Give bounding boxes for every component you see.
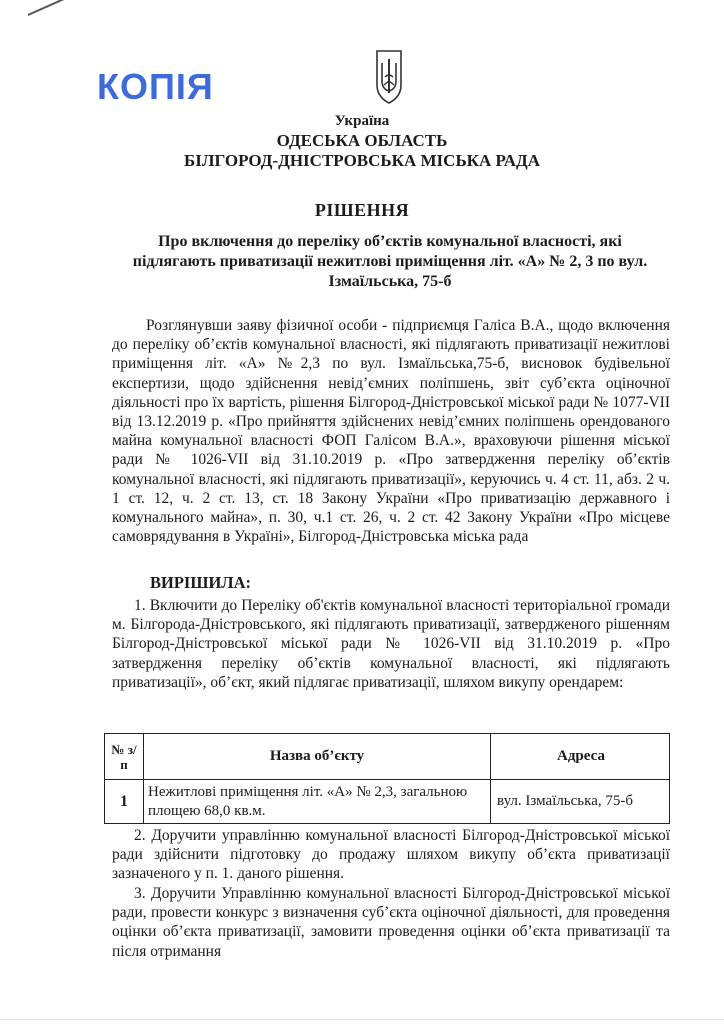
pen-mark: [28, 0, 67, 16]
header-number: № з/п: [105, 734, 144, 780]
document-title: РІШЕННЯ: [314, 200, 410, 220]
country-name: Україна: [334, 113, 390, 129]
point-2: 2. Доручити управлінню комунальної власності Білгород-Дністровської міської ради здійснити підготовку до продажу шляхом викупу об’єкта приватизації зазначеного у п. 1. даного рішення.: [112, 827, 670, 883]
header-object-name: Назва об’єкту: [144, 734, 491, 780]
objects-table: [104, 733, 670, 824]
document-subject: Про включення до переліку об’єктів комунальної власності, які підлягають приватизації нежитлові приміщення літ. «А» № 2, 3 по вул. Ізмаїльська, 75-б: [132, 233, 648, 290]
scan-edge: [0, 1019, 724, 1020]
council-name: БІЛГОРОД-ДНІСТРОВСЬКА МІСЬКА РАДА: [183, 151, 540, 170]
point-1: 1. Включити до Переліку об'єктів комунальної власності територіальної громади м. Білгорода-Дністровського, які підлягають приватизації, затвердженого рішенням Білгород-Дністровської міської ради № 1026-VII від 31.10.2019 р. «Про затвердження переліку об’єктів комунальної власності, які підлягають приватизації», об’єкт, який підлягає приватизації, шляхом викупу орендарем:: [112, 597, 670, 691]
region-name: ОДЕСЬКА ОБЛАСТЬ: [276, 131, 448, 150]
row-number: 1: [105, 780, 144, 824]
header-address: Адреса: [491, 734, 670, 780]
table-header-row: [105, 734, 670, 780]
trident-emblem-icon: [371, 47, 407, 107]
row-address: вул. Ізмаїльська, 75-б: [491, 780, 670, 824]
table-row: [105, 780, 670, 824]
preamble-paragraph: Розглянувши заяву фізичної особи - підприємця Галіса В.А., щодо включення до переліку об’єктів комунальної власності, які підлягають приватизації нежитлові приміщення літ. «А» №2,3 по вул. Ізмаїльська,75-б, висновок будівельної експертизи, щодо здійснення невід’ємних поліпшень, звіт суб’єкта оціночної діяльності про їх вартість, рішення Білгород-Дністровської міської ради № 1077-VII від 13.12.2019 р. «Про прийняття здійснених невід’ємних поліпшень орендованого майна комунальної власності ФОП Галісом В.А.», враховуючи рішення міської ради № 1026-VII від 31.10.2019 р. «Про затвердження переліку об’єктів комунальної власності, які підлягають приватизації», керуючись ч. 4 ст. 11, абз. 2 ч. 1 ст. 12, ч. 2 ст. 13, ст. 18 Закону України «Про приватизацію державного і комунального майна», п. 30, ч.1 ст. 26, ч. 2 ст. 42 Закону України «Про місцеве самоврядування в Україні», Білгород-Дністровська міська рада: [112, 317, 670, 546]
copy-stamp: КОПІЯ: [97, 66, 214, 107]
row-object-name: Нежитлові приміщення літ. «А» № 2,3, загальною площею 68,0 кв.м.: [148, 783, 468, 819]
point-3: 3. Доручити Управлінню комунальної власності Білгород-Дністровської міської ради, провести конкурс з визначення суб’єкта оціночної діяльності, для проведення оцінки об’єкта приватизації, замовити проведення оцінки об’єкта приватизації та після отримання: [112, 885, 670, 960]
decided-heading: ВИРІШИЛА:: [150, 573, 251, 592]
